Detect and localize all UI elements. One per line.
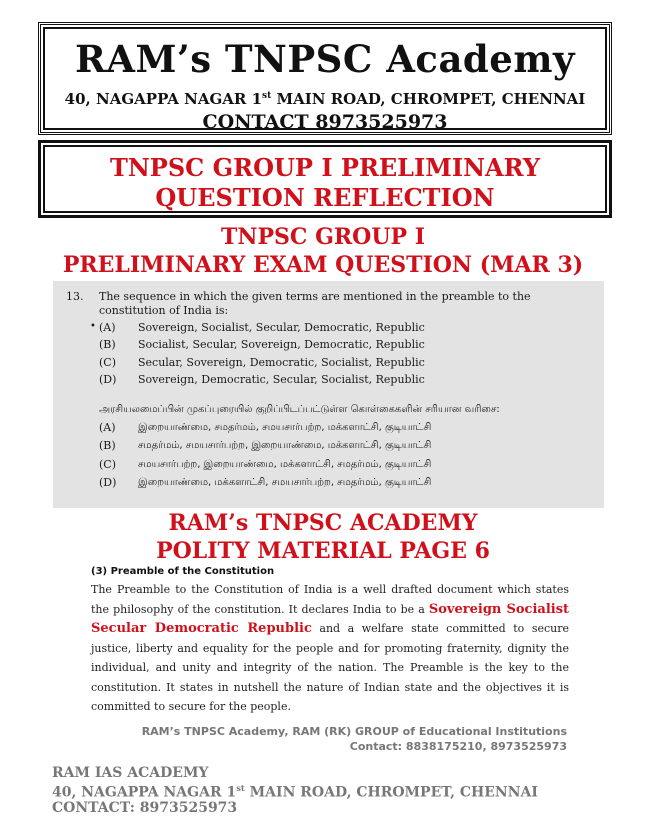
footer-line-1: RAM’s TNPSC Academy, RAM (RK) GROUP of Educational Institutions <box>141 725 567 738</box>
option-label: (A) <box>99 321 116 334</box>
option-text: Socialist, Secular, Sovereign, Democratic, Republic <box>138 338 425 351</box>
option-text: Sovereign, Socialist, Secular, Democratic, Republic <box>138 321 425 334</box>
paragraph-text: and a welfare state committed to secure justice, liberty and equality for the people and for promoting fraternity, dignity the individual, and unity and integrity of the nation. The Preamble is the key to the constitution. It states in nutshell the nature of Indian state and the objectives it is committed to secure for the people. <box>91 622 569 713</box>
material-heading-2: POLITY MATERIAL PAGE 6 <box>156 538 490 564</box>
footer-contact: Contact: 8838175210, 8973525973 <box>349 740 567 753</box>
address-sup: st <box>262 91 272 101</box>
bottom-contact: CONTACT: 8973525973 <box>52 800 238 816</box>
material-paragraph <box>91 580 569 717</box>
question-text-tamil: அரசியலமைப்பின் முகப்புரையில் குறிப்பிடப்பட்டுள்ள கொள்கைகளின் சரியான வரிசை: <box>99 404 500 415</box>
header-contact: CONTACT 8973525973 <box>202 111 448 133</box>
option-label: (C) <box>99 356 116 369</box>
option-label: (C) <box>99 458 116 471</box>
address-part: MAIN ROAD, CHROMPET, CHENNAI <box>244 784 538 801</box>
reflection-box <box>38 140 612 218</box>
option-label: (D) <box>99 476 117 489</box>
address-part: MAIN ROAD, CHROMPET, CHENNAI <box>271 90 586 108</box>
option-text-tamil: சமயசார்பற்ற, இறையாண்மை, மக்களாட்சி, சமதர்மம், குடியாட்சி <box>138 459 432 470</box>
question-number: 13. <box>66 290 84 303</box>
option-label: (B) <box>99 439 116 452</box>
academy-title: RAM’s TNPSC Academy <box>74 37 575 81</box>
bottom-name: RAM IAS ACADEMY <box>52 765 209 781</box>
question-text: The sequence in which the given terms are mentioned in the preamble to the constitution of India is: <box>99 290 531 317</box>
bottom-address <box>52 783 538 801</box>
header-box <box>38 22 612 135</box>
paragraph-text: The Preamble to the Constitution of India is a well drafted document which states the philosophy of the constitution. It declares India to be a <box>91 583 569 616</box>
address-part: 40, NAGAPPA NAGAR 1 <box>52 784 237 801</box>
exam-heading-1: TNPSC GROUP I <box>221 224 425 250</box>
reflection-line-1: TNPSC GROUP I PRELIMINARY <box>110 153 540 182</box>
question-image <box>53 281 604 508</box>
option-text-tamil: இறையாண்மை, சமதர்மம், சமயசார்பற்ற, மக்களாட்சி, குடியாட்சி <box>138 422 432 433</box>
option-label: (D) <box>99 373 117 386</box>
option-label: (B) <box>99 338 116 351</box>
material-heading-1: RAM’s TNPSC ACADEMY <box>168 510 478 536</box>
header-address <box>41 90 609 108</box>
option-text: Sovereign, Democratic, Secular, Socialist, Republic <box>138 373 425 386</box>
exam-heading-2: PRELIMINARY EXAM QUESTION (MAR 3) <box>62 252 584 278</box>
section-title: (3) Preamble of the Constitution <box>91 566 275 577</box>
address-sup: st <box>236 783 245 793</box>
highlighted-phrase: Sovereign Socialist Secular Democratic Republic <box>91 601 570 636</box>
option-label: (A) <box>99 421 116 434</box>
answer-mark-icon: • <box>90 321 96 332</box>
reflection-line-2: QUESTION REFLECTION <box>155 183 495 212</box>
option-text-tamil: சமதர்மம், சமயசார்பற்ற, இறையாண்மை, மக்களாட்சி, குடியாட்சி <box>138 440 432 451</box>
option-text: Secular, Sovereign, Democratic, Socialist, Republic <box>138 356 425 369</box>
address-part: 40, NAGAPPA NAGAR 1 <box>64 90 263 108</box>
option-text-tamil: இறையாண்மை, மக்களாட்சி, சமயசார்பற்ற, சமதர்மம், குடியாட்சி <box>138 477 432 488</box>
